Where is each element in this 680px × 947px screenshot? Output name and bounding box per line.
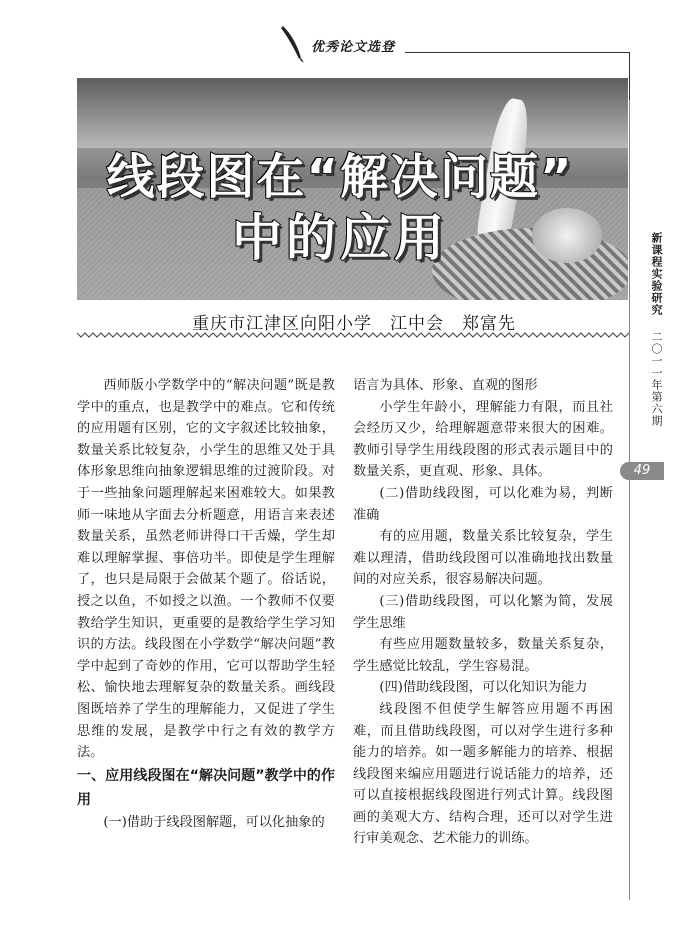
subsection-heading-2: (二)借助线段图，可以化难为易，判断准确: [353, 485, 613, 523]
paragraph-subsection-1: (一)借助于线段图解题，可以化抽象的: [103, 814, 325, 830]
quill-pen-icon: [273, 24, 313, 64]
column-header: [273, 24, 653, 64]
journal-name: 新课程实验研究: [650, 232, 663, 316]
margin-rule: [629, 52, 630, 100]
page-number: 49: [620, 462, 664, 480]
subsection-heading-4: (四)借助线段图，可以化知识为能力: [379, 680, 588, 696]
issue-label: 二〇一一年第六期: [650, 330, 663, 427]
left-column: [77, 375, 335, 833]
column-label: 优秀论文选登: [311, 40, 396, 55]
header-rule: [405, 52, 630, 53]
paragraph-body: 小学生年龄小，理解能力有限，而且社会经历又少，给理解题意带来很大的困难。教师引导学生用线段图的形式表示题目中的数量关系，更直观、形象、具体。: [353, 399, 613, 480]
article-title-line1: 线段图在“解决问题”: [106, 149, 574, 205]
zigzag-divider: [77, 331, 629, 339]
paragraph-body: 有些应用题数量较多，数量关系复杂，学生感觉比较乱，学生容易混。: [353, 637, 613, 674]
subsection-heading-3: (三)借助线段图，可以化繁为简，发展学生思维: [353, 593, 613, 631]
paragraph-body: 有的应用题，数量关系比较复杂，学生难以理清，借助线段图可以准确地找出数量间的对应关系，很容易解决问题。: [353, 529, 613, 588]
paragraph-continuation: 语言为具体、形象、直观的图形: [353, 378, 538, 393]
journal-sidebar: [641, 232, 663, 427]
right-column: [353, 375, 613, 850]
paragraph-body: 线段图不但使学生解答应用题不再困难，而且借助线段图，可以对学生进行多种能力的培养。如一题多解能力的培养、根据线段图来编应用题进行说话能力的培养，还可以直接根据线段图进行列式计算。线段图画的美观大方、结构合理，还可以对学生进行审美观念、艺术能力的训练。: [353, 701, 613, 847]
paragraph-intro: 西师版小学数学中的“解决问题”既是教学中的重点，也是教学中的难点。它和传统的应用题有区别，它的文字叙述比较抽象，数量关系比较复杂，小学生的思维又处于具体形象思维向抽象逻辑思维的过渡阶段。对于一些抽象问题理解起来困难较大。如果教师一味地从字面去分析题意，用语言来表述数量关系，虽然老师讲得口干舌燥，学生却难以理解掌握、事倍功半。即使是学生理解了，也只是局限于会做某个题了。俗话说，授之以鱼，不如授之以渔。一个教师不仅要教给学生知识，更重要的是教给学生学习知识的方法。线段图在小学数学“解决问题”教学中起到了奇妙的作用，它可以帮助学生轻松、愉快地去理解复杂的数量关系。画线段图既培养了学生的理解能力，又促进了学生思维的发展，是教学中行之有效的教学方法。: [77, 378, 335, 761]
author-line: 重庆市江津区向阳小学 江中会 郑富先: [192, 314, 516, 334]
section-heading: 一、应用线段图在“解决问题”教学中的作用: [77, 767, 335, 808]
article-title-line2: 中的应用: [232, 209, 448, 267]
